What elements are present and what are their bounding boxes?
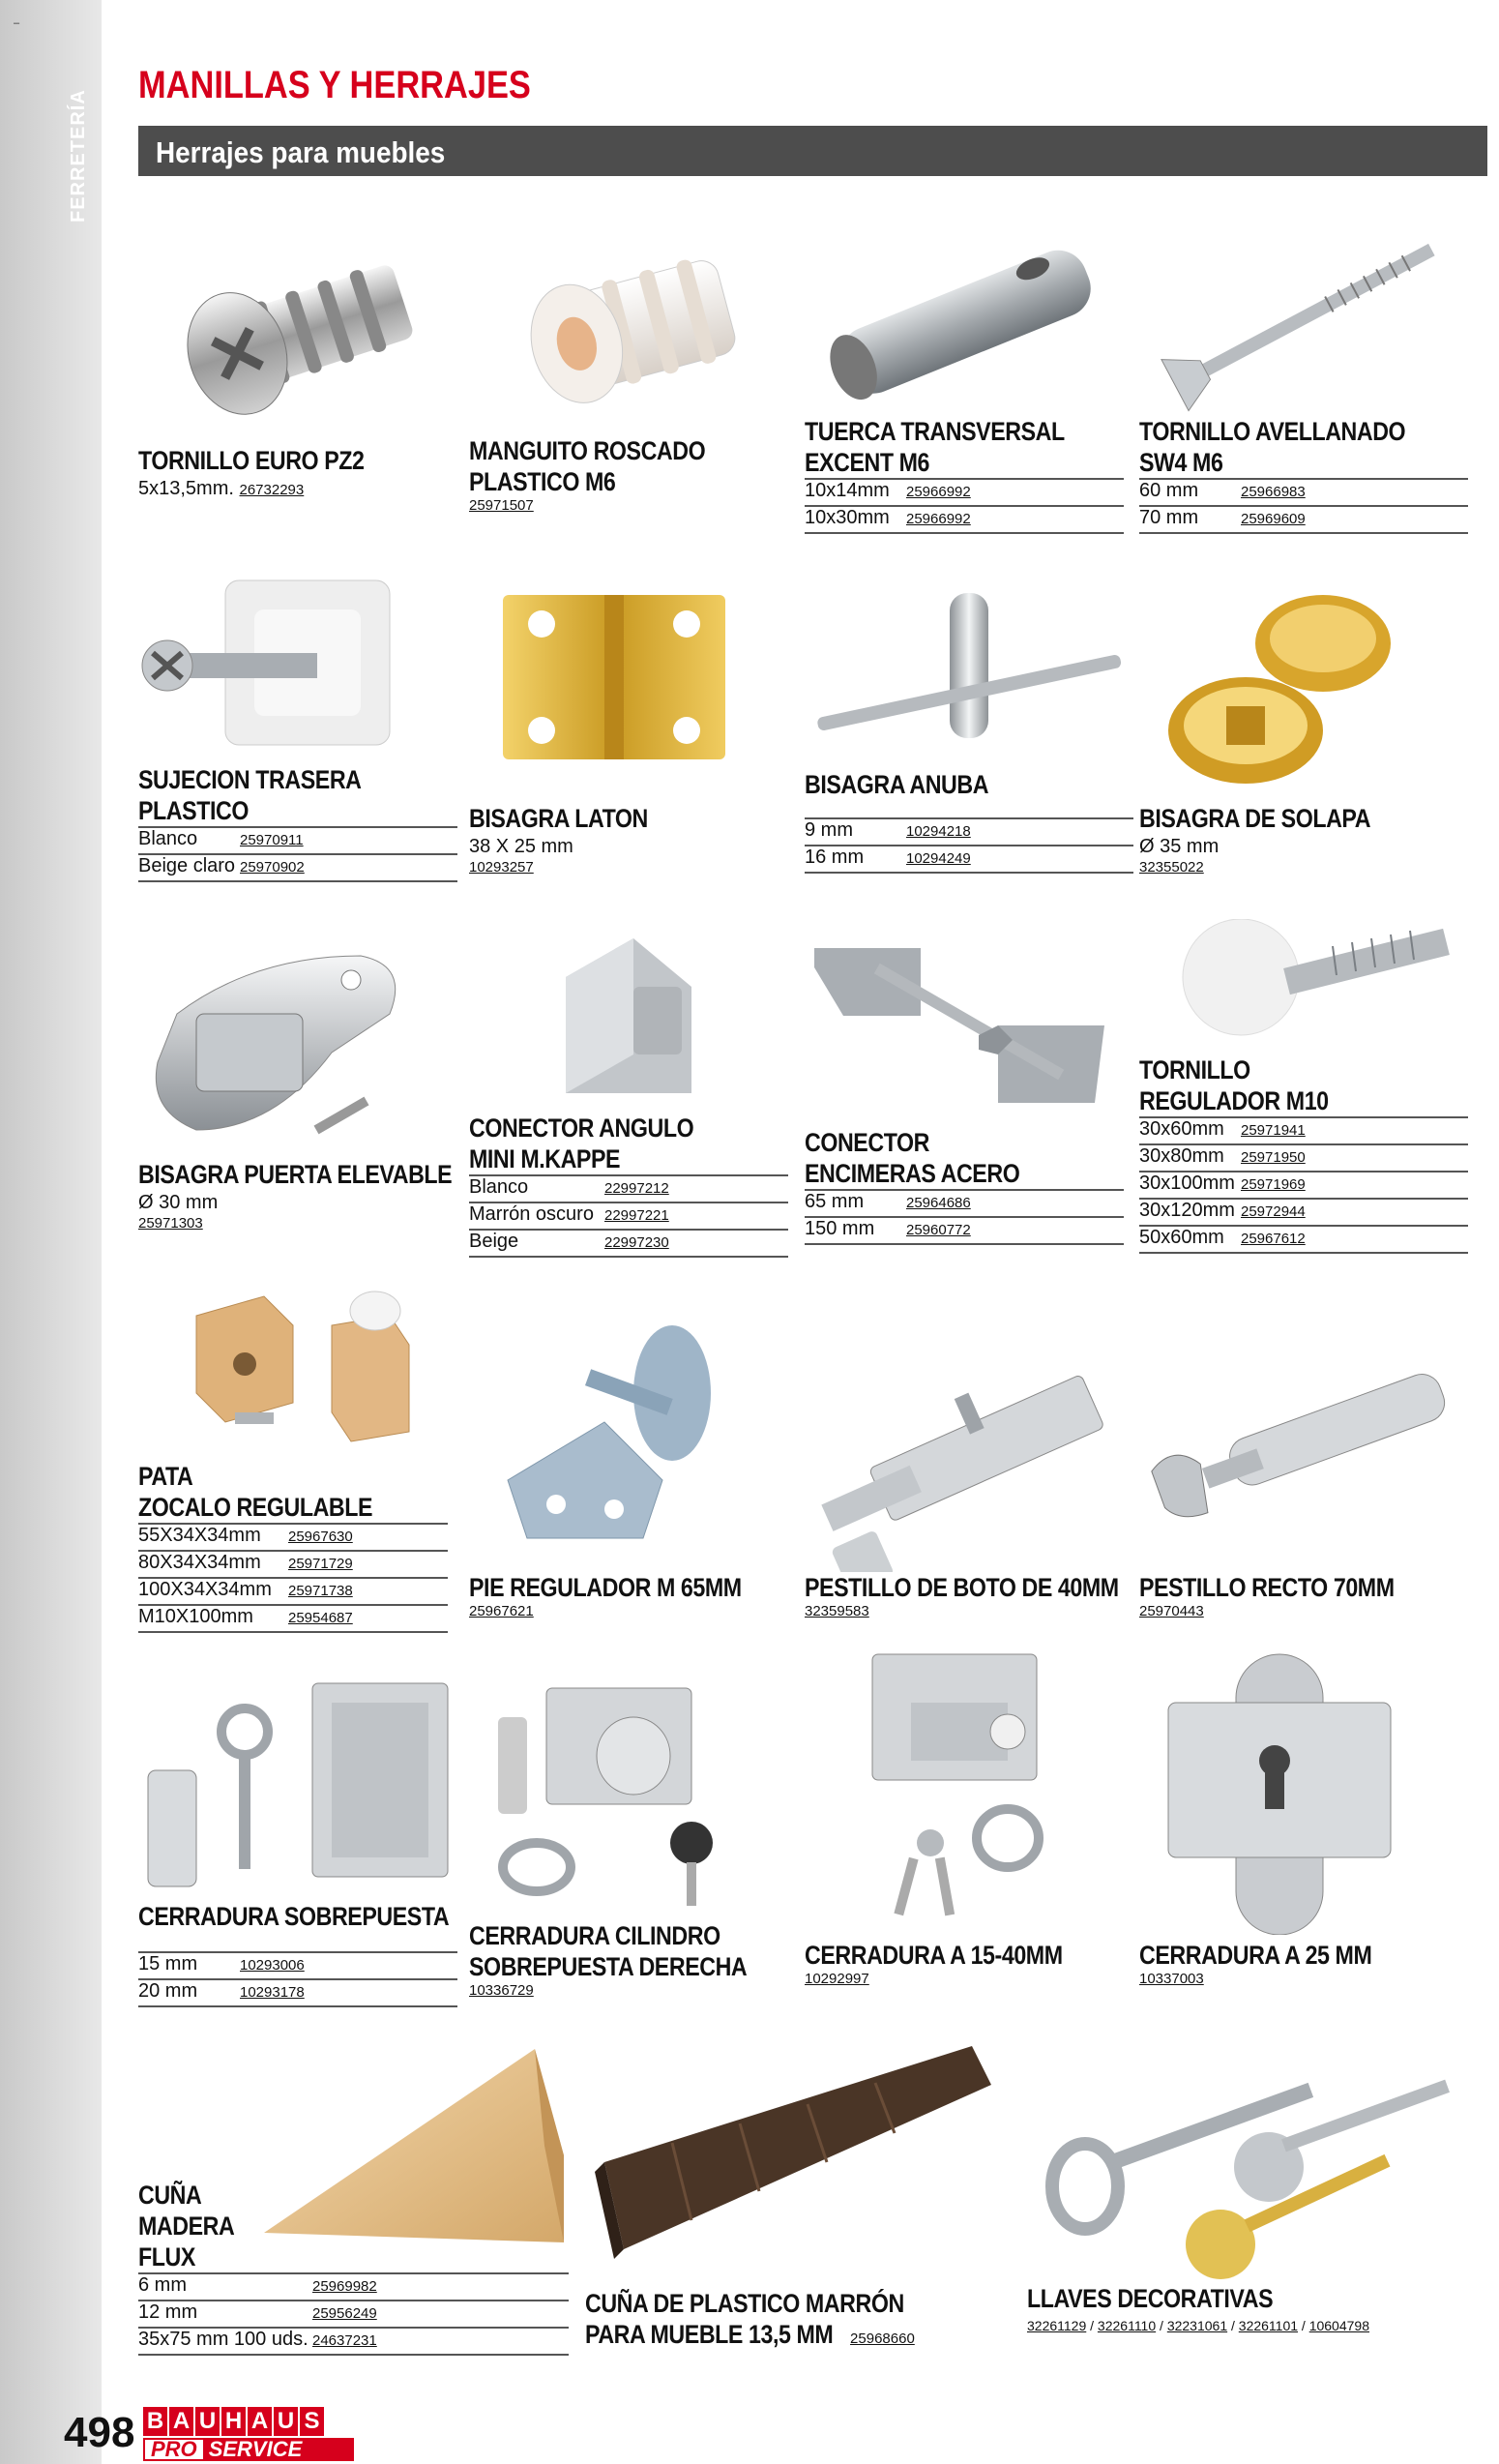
product-name: CUÑA MADERA FLUX xyxy=(138,2181,235,2271)
variant-table xyxy=(1139,1116,1468,1254)
variant-row: 35x75 mm 100 uds. 24637231 xyxy=(138,2329,569,2356)
product-tornillo-avellanado xyxy=(1139,213,1468,534)
sidebar xyxy=(0,0,102,2464)
product-name: CONECTOR ENCIMERAS ACERO xyxy=(805,1128,1020,1188)
product-tuerca-transversal xyxy=(805,213,1124,534)
page-title: MANILLAS Y HERRAJES xyxy=(138,64,531,106)
variant-row: 60 mm 25966983 xyxy=(1139,478,1468,507)
product-cuna-madera xyxy=(138,2039,564,2356)
product-code: 10292997 xyxy=(805,1971,869,1987)
product-conector-encimeras xyxy=(805,909,1124,1245)
product-cerradura-sobrepuesta xyxy=(138,1664,457,2007)
rear-fastener-image xyxy=(138,571,457,764)
product-name: PESTILLO RECTO 70MM xyxy=(1139,1573,1395,1602)
product-name: BISAGRA ANUBA xyxy=(805,770,989,799)
product-code: 10336729 xyxy=(469,1982,534,1999)
variant-table xyxy=(138,1523,448,1633)
product-name: LLAVES DECORATIVAS xyxy=(1027,2284,1274,2313)
product-name: BISAGRA DE SOLAPA xyxy=(1139,804,1371,833)
product-code: 32261129 xyxy=(1027,2318,1087,2333)
variant-row: 55X34X34mm 25967630 xyxy=(138,1523,448,1552)
variant-table xyxy=(805,1189,1124,1245)
product-code: 32261101 xyxy=(1238,2318,1299,2333)
variant-row: 20 mm 10293178 xyxy=(138,1980,457,2007)
product-code: 10337003 xyxy=(1139,1971,1204,1987)
plinth-leg-image xyxy=(138,1287,448,1461)
variant-table xyxy=(1139,478,1468,534)
variant-row: 9 mm 10294218 xyxy=(805,817,1133,846)
product-codes: 32261129 / 32261110 / 32231061 / 32261101 / 10604798 xyxy=(1027,2318,1369,2333)
product-name: TUERCA TRANSVERSAL EXCENT M6 xyxy=(805,417,1065,477)
product-code: 25967621 xyxy=(469,1603,534,1619)
cross-nut-image xyxy=(805,213,1124,416)
variant-row: Marrón oscuro 22997221 xyxy=(469,1203,788,1231)
product-sujecion-trasera xyxy=(138,571,457,882)
product-name: CERRADURA A 25 MM xyxy=(1139,1941,1372,1970)
variant-row: 65 mm 25964686 xyxy=(805,1189,1124,1218)
worktop-connector-image xyxy=(805,909,1124,1127)
threaded-sleeve-image xyxy=(469,232,788,435)
product-bisagra-puerta-elevable xyxy=(138,936,457,1232)
product-llaves-decorativas xyxy=(1027,2022,1472,2333)
product-size: Ø 35 mm xyxy=(1139,836,1220,857)
corner-mark: – xyxy=(14,17,20,29)
product-code: 26732293 xyxy=(239,482,305,498)
product-code: 25968660 xyxy=(850,2330,915,2347)
decorative-keys-image xyxy=(1027,2022,1472,2283)
product-bisagra-anuba xyxy=(805,585,1133,874)
variant-row: 150 mm 25960772 xyxy=(805,1218,1124,1245)
product-code: 25971507 xyxy=(469,497,534,514)
product-size: Ø 30 mm xyxy=(138,1192,219,1213)
product-pestillo-recto xyxy=(1139,1340,1468,1619)
variant-row: 50x60mm 25967612 xyxy=(1139,1227,1468,1254)
product-name: PESTILLO DE BOTO DE 40MM xyxy=(805,1573,1119,1602)
product-name: CERRADURA CILINDRO SOBREPUESTA DERECHA xyxy=(469,1921,748,1981)
variant-row: 10x30mm 25966992 xyxy=(805,507,1124,534)
product-code: 25971303 xyxy=(138,1215,203,1232)
variant-row: 10x14mm 25966992 xyxy=(805,478,1124,507)
product-name: MANGUITO ROSCADO PLASTICO M6 xyxy=(469,436,706,496)
product-cuna-plastico xyxy=(585,2036,1001,2350)
product-bisagra-solapa xyxy=(1139,585,1458,876)
variant-row: M10X100mm 25954687 xyxy=(138,1606,448,1633)
variant-table xyxy=(138,1951,457,2007)
lift-door-hinge-image xyxy=(138,936,457,1159)
lock-25-image xyxy=(1139,1645,1458,1940)
product-bisagra-laton xyxy=(469,585,788,876)
product-code: 10293257 xyxy=(469,859,534,876)
product-size: 5x13,5mm. xyxy=(138,478,234,499)
product-cerradura-15-40 xyxy=(805,1645,1124,1987)
surface-lock-image xyxy=(138,1664,457,1901)
variant-row: 6 mm 25969982 xyxy=(138,2272,569,2301)
variant-row: 15 mm 10293006 xyxy=(138,1951,457,1980)
product-conector-angulo xyxy=(469,929,788,1258)
euro-screw-image xyxy=(138,232,457,445)
product-code: 10604798 xyxy=(1308,2318,1369,2333)
product-name: TORNILLO EURO PZ2 xyxy=(138,446,365,475)
product-name: PIE REGULADOR M 65MM xyxy=(469,1573,742,1602)
variant-table xyxy=(138,2272,569,2356)
section-side-label: FERRETERÍA xyxy=(68,89,89,223)
lock-15-40-image xyxy=(805,1645,1124,1940)
product-code: 32355022 xyxy=(1139,859,1204,876)
variant-table xyxy=(138,826,457,882)
product-pestillo-boto xyxy=(805,1340,1133,1619)
product-tornillo-regulador xyxy=(1139,919,1468,1254)
straight-bolt-image xyxy=(1139,1340,1468,1572)
product-code: 25970443 xyxy=(1139,1603,1204,1619)
variant-row: Beige claro 25970902 xyxy=(138,855,457,882)
product-name: CUÑA DE PLASTICO MARRÓN PARA MUEBLE 13,5 MM 25968660 xyxy=(585,2289,915,2349)
product-cerradura-cilindro xyxy=(469,1659,788,1999)
variant-row: 30x120mm 25972944 xyxy=(1139,1200,1468,1227)
product-manguito xyxy=(469,232,788,514)
variant-row: 30x60mm 25971941 xyxy=(1139,1116,1468,1145)
cylinder-lock-image xyxy=(469,1659,788,1920)
product-name: CERRADURA A 15-40MM xyxy=(805,1941,1063,1970)
variant-row: 80X34X34mm 25971729 xyxy=(138,1552,448,1579)
variant-row: 100X34X34mm 25971738 xyxy=(138,1579,448,1606)
section-title: Herrajes para muebles xyxy=(156,135,446,169)
variant-table xyxy=(805,817,1133,874)
variant-table xyxy=(469,1174,788,1258)
countersunk-screw-image xyxy=(1139,213,1468,416)
section-header xyxy=(138,126,1487,176)
product-name: TORNILLO AVELLANADO SW4 M6 xyxy=(1139,417,1406,477)
product-pie-regulador xyxy=(469,1316,788,1619)
regulator-screw-image xyxy=(1139,919,1468,1054)
variant-row: Blanco 25970911 xyxy=(138,826,457,855)
product-name: CERRADURA SOBREPUESTA xyxy=(138,1902,450,1931)
angle-connector-image xyxy=(469,929,788,1113)
flap-hinge-image xyxy=(1139,585,1458,803)
page-number: 498 xyxy=(64,2409,135,2456)
variant-row: 16 mm 10294249 xyxy=(805,846,1133,874)
product-code: 32231061 xyxy=(1166,2318,1228,2333)
product-name: CONECTOR ANGULO MINI M.KAPPE xyxy=(469,1113,694,1173)
brass-hinge-image xyxy=(469,585,788,803)
product-code: 32261110 xyxy=(1097,2318,1157,2333)
product-size: 38 X 25 mm xyxy=(469,836,573,857)
variant-row: 12 mm 25956249 xyxy=(138,2301,569,2329)
variant-row: Beige 22997230 xyxy=(469,1231,788,1258)
product-tornillo-euro xyxy=(138,232,457,503)
product-code: 32359583 xyxy=(805,1603,869,1619)
plastic-wedge-image xyxy=(585,2036,1001,2288)
barrel-bolt-image xyxy=(805,1340,1133,1572)
product-name: SUJECION TRASERA PLASTICO xyxy=(138,765,362,825)
product-cerradura-25 xyxy=(1139,1645,1458,1987)
anuba-hinge-image xyxy=(805,585,1133,769)
variant-row: 70 mm 25969609 xyxy=(1139,507,1468,534)
product-name: PATA ZOCALO REGULABLE xyxy=(138,1462,373,1522)
product-name: BISAGRA PUERTA ELEVABLE xyxy=(138,1160,453,1189)
variant-row: 30x80mm 25971950 xyxy=(1139,1145,1468,1173)
bauhaus-logo: B A U H A U S PRO SERVICE xyxy=(143,2407,354,2463)
adjustable-foot-image xyxy=(469,1316,788,1572)
variant-row: Blanco 22997212 xyxy=(469,1174,788,1203)
product-name: TORNILLO REGULADOR M10 xyxy=(1139,1055,1329,1115)
variant-row: 30x100mm 25971969 xyxy=(1139,1173,1468,1200)
product-pata-zocalo xyxy=(138,1287,448,1633)
product-name: BISAGRA LATON xyxy=(469,804,648,833)
variant-table xyxy=(805,478,1124,534)
